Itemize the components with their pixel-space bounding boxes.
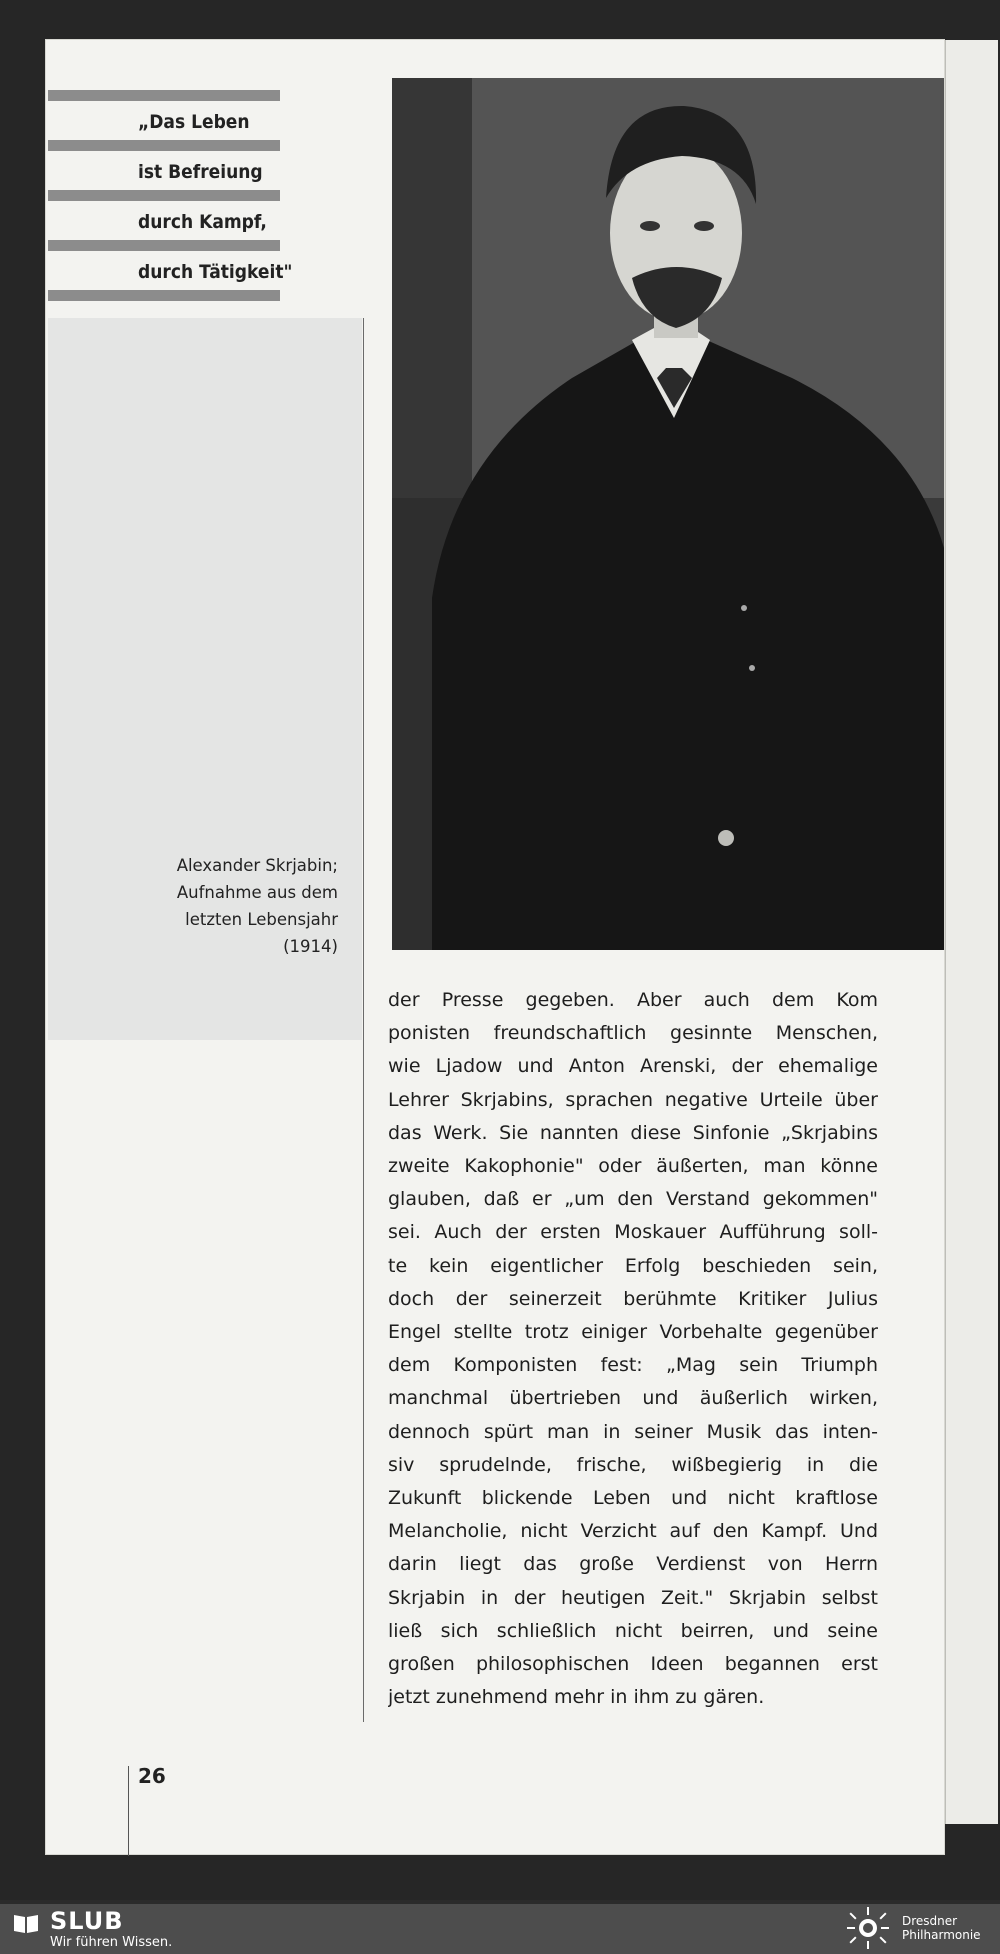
philharmonie-logo-icon[interactable] <box>842 1906 894 1950</box>
text-line: sei. Auch der ersten Moskauer Aufführung soll- <box>388 1221 878 1244</box>
quote-line: durch Kampf, <box>138 211 267 233</box>
text-line: jetzt zunehmend mehr in ihm zu gären. <box>388 1686 765 1709</box>
partner-name-line: Dresdner <box>902 1914 958 1928</box>
text-line: großen philosophischen Ideen begannen erst <box>388 1653 878 1676</box>
text-line: Lehrer Skrjabins, sprachen negative Urteile über <box>388 1088 878 1111</box>
text-line: siv sprudelnde, frische, wißbegierig in die <box>388 1453 878 1476</box>
library-tagline: Wir führen Wissen. <box>50 1935 173 1950</box>
partner-name[interactable] <box>902 1914 981 1942</box>
text-line: manchmal übertrieben und äußerlich wirken, <box>388 1387 878 1410</box>
quote-bar <box>48 190 280 201</box>
text-line: das Werk. Sie nannten diese Sinfonie „Skrjabins <box>388 1121 878 1144</box>
quote-line: durch Tätigkeit" <box>138 261 293 283</box>
column-rule <box>363 318 364 1722</box>
text-line: doch der seinerzeit berühmte Kritiker Julius <box>388 1287 878 1310</box>
slub-book-icon[interactable] <box>12 1912 40 1934</box>
caption-line: Alexander Skrjabin; <box>176 856 338 875</box>
text-line: dennoch spürt man in seiner Musik das inten- <box>388 1420 878 1443</box>
quote-bar <box>48 290 280 301</box>
text-line: Engel stellte trotz einiger Vorbehalte gegenüber <box>388 1321 878 1344</box>
portrait-photo <box>392 78 944 950</box>
text-line: ließ sich schließlich nicht beirren, und seine <box>388 1619 878 1642</box>
caption-line: (1914) <box>283 937 338 956</box>
text-line: Skrjabin in der heutigen Zeit." Skrjabin selbst <box>388 1586 878 1609</box>
page-number: 26 <box>138 1764 166 1788</box>
text-line: Zukunft blickende Leben und nicht kraftlose <box>388 1487 878 1510</box>
text-line: wie Ljadow und Anton Arenski, der ehemalige <box>388 1055 878 1078</box>
text-line: der Presse gegeben. Aber auch dem Kom <box>388 989 878 1011</box>
text-line: Melancholie, nicht Verzicht auf den Kampf. Und <box>388 1520 878 1543</box>
quote-bar <box>48 140 280 151</box>
text-line: dem Komponisten fest: „Mag sein Triumph <box>388 1354 878 1377</box>
partner-name-line: Philharmonie <box>902 1928 981 1942</box>
quote-line: ist Befreiung <box>138 161 263 183</box>
text-line: darin liegt das große Verdienst von Herrn <box>388 1553 878 1576</box>
text-line: ponisten freundschaftlich gesinnte Menschen, <box>388 1022 878 1045</box>
portrait-illustration <box>392 78 944 950</box>
text-line: te kein eigentlicher Erfolg beschieden sein, <box>388 1254 878 1277</box>
quote-bar <box>48 90 280 101</box>
quote-bar <box>48 240 280 251</box>
pull-quote <box>48 90 293 305</box>
text-line: glauben, daß er „um den Verstand gekommen" <box>388 1188 878 1211</box>
quote-line: „Das Leben <box>138 111 250 133</box>
photo-caption <box>148 852 338 960</box>
adjacent-page-edge <box>944 40 998 1824</box>
caption-line: Aufnahme aus dem <box>176 883 338 902</box>
text-line: zweite Kakophonie" oder äußerten, man könne <box>388 1155 878 1178</box>
caption-line: letzten Lebensjahr <box>185 910 338 929</box>
footer-rule <box>128 1766 129 1856</box>
library-name[interactable]: SLUB <box>50 1907 124 1935</box>
article-text <box>388 984 878 1714</box>
